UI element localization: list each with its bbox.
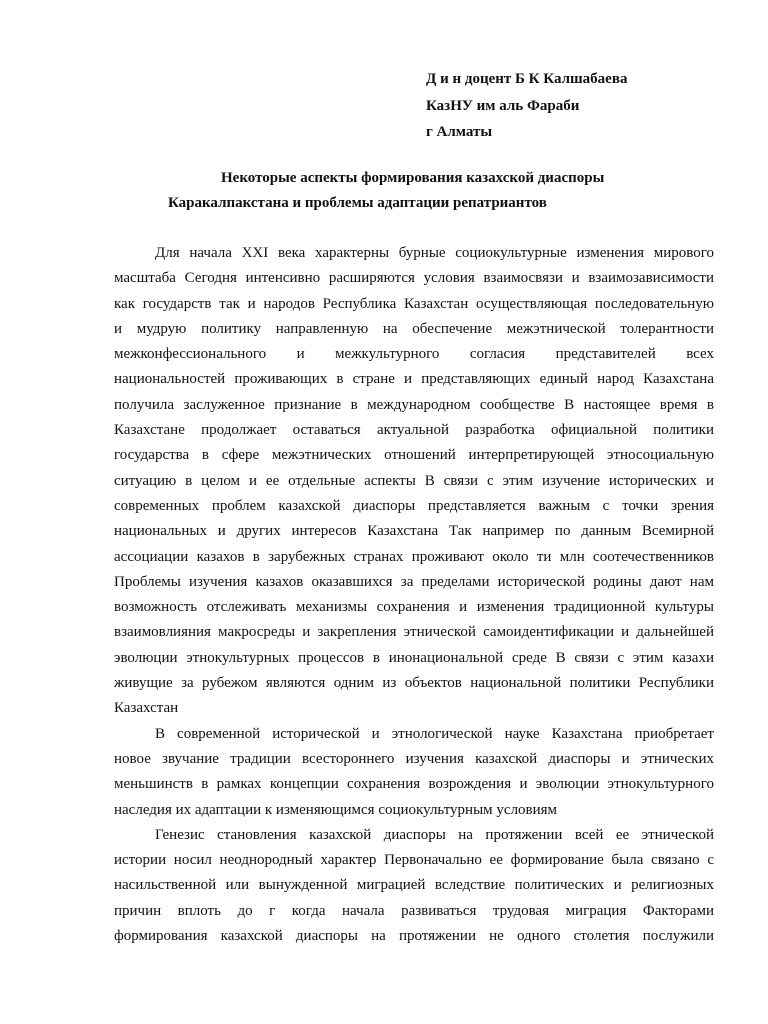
paragraph-line: современных проблем казахской диаспоры представляется важным с точки зрения [114, 497, 714, 514]
author-city: г Алматы [426, 124, 493, 140]
paragraph-line: истории носил неоднородный характер Первоначально ее формирование была связано с [114, 852, 714, 869]
paragraph-line: межконфессионального и межкультурного согласия представителей всех [114, 346, 714, 363]
paragraph-line: эволюции этнокультурных процессов в инонациональной среде В связи с этим казахи [114, 649, 714, 666]
paragraph-line: национальностей проживающих в стране и представляющих единый народ Казахстана [114, 371, 714, 388]
author-name: Д и н доцент Б К Калшабаева [426, 71, 628, 87]
title-line-1: Некоторые аспекты формирования казахской диаспоры [221, 170, 605, 186]
paragraph-line: взаимовлияния макросреды и закрепления этнической самоидентификации и дальнейшей [114, 624, 714, 641]
paragraph-line: ситуацию в целом и ее отдельные аспекты В связи с этим изучение исторических и [114, 472, 714, 489]
title-line-2: Каракалпакстана и проблемы адаптации репатриантов [168, 195, 547, 211]
paragraph-line: как государств так и народов Республика Казахстан осуществляющая последовательную [114, 295, 714, 312]
paragraph-line: национальных и других интересов Казахстана Так например по данным Всемирной [114, 523, 714, 540]
paragraph-line: Генезис становления казахской диаспоры на протяжении всей ее этнической [155, 826, 714, 843]
author-affiliation: КазНУ им аль Фараби [426, 97, 580, 114]
author-block [426, 66, 627, 146]
paragraph-line: масштаба Сегодня интенсивно расширяются условия взаимосвязи и взаимозависимости [114, 270, 714, 287]
paragraph-line: Казахстане продолжает оставаться актуальной разработка официальной политики [114, 422, 714, 439]
paragraph-line: возможность отслеживать механизмы сохранения и изменения традиционной культуры [114, 599, 714, 616]
paragraph-line: формирования казахской диаспоры на протяжении не одного столетия послужили [114, 928, 714, 945]
paragraph-line: Проблемы изучения казахов оказавшихся за пределами исторической родины дают нам [114, 573, 714, 590]
body-text [114, 241, 714, 949]
paragraph-line: В современной исторической и этнологической науке Казахстана приобретает [155, 725, 714, 742]
paragraph-line: наследия их адаптации к изменяющимся социокультурным условиям [114, 801, 558, 818]
paragraph-line: получила заслуженное признание в международном сообществе В настоящее время в [114, 396, 714, 413]
paragraph-line: и мудрую политику направленную на обеспечение межэтнической толерантности [114, 320, 714, 337]
paragraph-line: Казахстан [114, 700, 179, 717]
paragraph-line: государства в сфере межэтнических отношений интерпретирующей этносоциальную [114, 447, 714, 464]
paragraph-line: меньшинств в рамках концепции сохранения возрождения и эволюции этнокультурного [114, 776, 714, 793]
paragraph-line: причин вплоть до г когда начала развиваться трудовая миграция Факторами [114, 902, 714, 919]
paragraph-line: насильственной или вынужденной миграцией вследствие политических и религиозных [114, 877, 714, 894]
paragraph-line: живущие за рубежом являются одним из объектов национальной политики Республики [114, 675, 714, 692]
paragraph-line: Для начала XXI века характерны бурные социокультурные изменения мирового [155, 245, 714, 261]
paragraph-line: ассоциации казахов в зарубежных странах проживают около ти млн соотечественников [114, 548, 714, 565]
paragraph-line: новое звучание традиции всестороннего изучения казахской диаспоры и этнических [114, 750, 714, 767]
